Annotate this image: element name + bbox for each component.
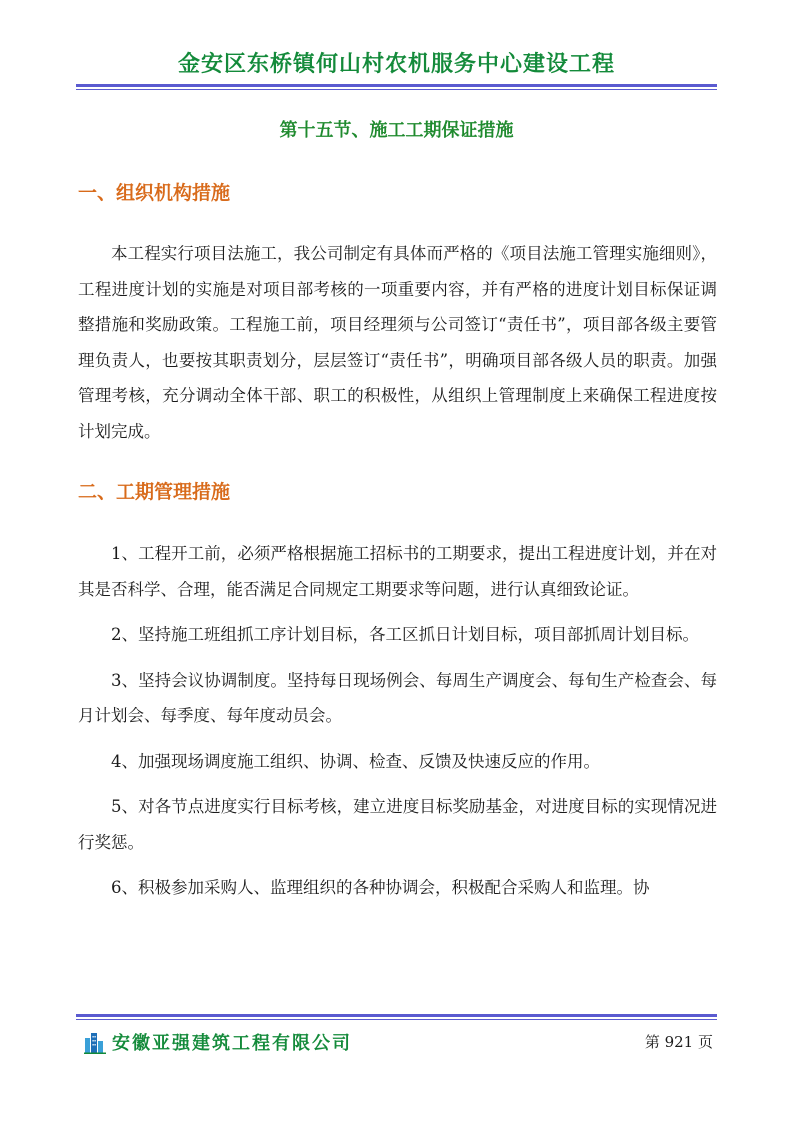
list-item: 3、坚持会议协调制度。坚持每日现场例会、每周生产调度会、每旬生产检查会、每月计划会、每季度、每年度动员会。: [78, 670, 717, 725]
schedule-measures-list: [78, 536, 717, 906]
header-divider: [76, 84, 717, 90]
list-item: 1、工程开工前，必须严格根据施工招标书的工期要求，提出工程进度计划，并在对其是否科学、合理，能否满足合同规定工期要求等问题，进行认真细致论证。: [78, 544, 717, 599]
heading-schedule-management: 二、工期管理措施: [78, 481, 231, 503]
page-number: 第 921 页: [644, 1033, 713, 1051]
footer-company: [84, 1028, 352, 1056]
heading-organization-measures: 一、组织机构措施: [78, 182, 231, 204]
list-item: 6、积极参加采购人、监理组织的各种协调会，积极配合采购人和监理。协: [111, 878, 650, 897]
list-item: 2、坚持施工班组抓工序计划目标，各工区抓日计划目标，项目部抓周计划目标。: [111, 625, 699, 644]
paragraph-organization: 本工程实行项目法施工，我公司制定有具体而严格的《项目法施工管理实施细则》，工程进度计划的实施是对项目部考核的一项重要内容，并有严格的进度计划目标保证调整措施和奖励政策。工程施工前，项目经理须与公司签订“责任书”，项目部各级主要管理负责人，也要按其职责划分，层层签订“责任书”，明确项目部各级人员的职责。加强管理考核，充分调动全体干部、职工的积极性，从组织上管理制度上来确保工程进度按计划完成。: [78, 244, 717, 441]
document-body: [78, 175, 717, 916]
footer-divider: [76, 1014, 717, 1020]
building-logo-icon: [84, 1030, 106, 1054]
document-header-title: 金安区东桥镇何山村农机服务中心建设工程: [177, 52, 615, 77]
list-item: 4、加强现场调度施工组织、协调、检查、反馈及快速反应的作用。: [111, 751, 600, 771]
list-item: 5、对各节点进度实行目标考核，建立进度目标奖励基金，对进度目标的实现情况进行奖惩。: [78, 797, 717, 852]
section-title: 第十五节、施工工期保证措施: [279, 120, 514, 141]
company-name: 安徽亚强建筑工程有限公司: [112, 1033, 352, 1054]
